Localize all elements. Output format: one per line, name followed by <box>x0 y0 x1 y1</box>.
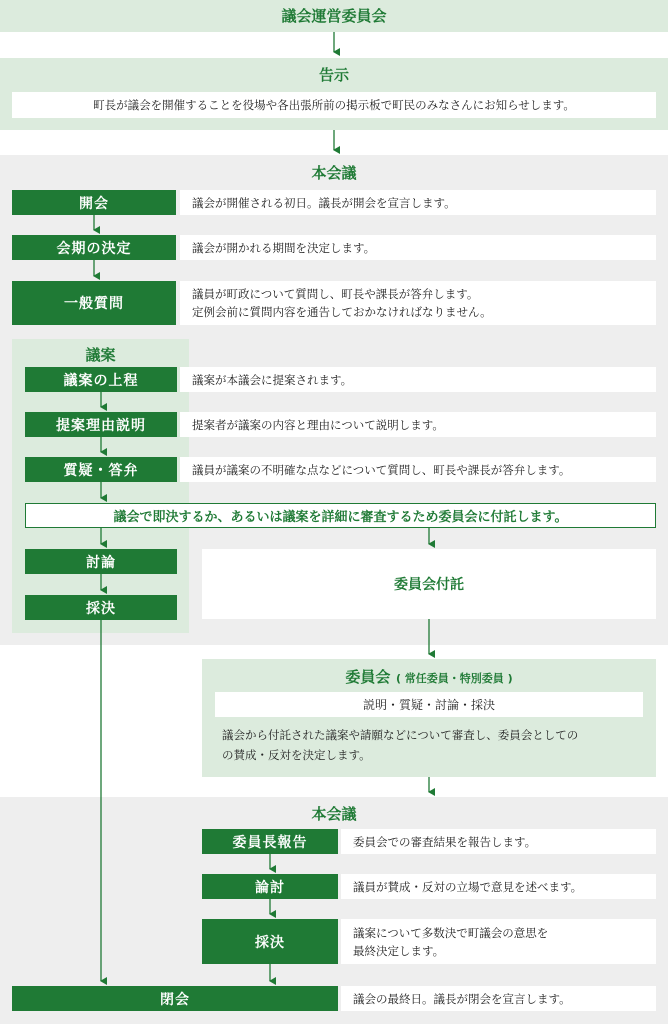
step-bill-submission: 議案の上程 <box>25 367 177 392</box>
final-vote-desc-line2: 最終決定します。 <box>353 943 445 958</box>
final-vote-desc-line1: 議案について多数決で町議会の意思を <box>353 925 549 940</box>
bill-title: 議案 <box>85 346 116 364</box>
step-discussion-desc: 議員が賛成・反対の立場で意見を述べます。 <box>341 874 656 899</box>
committee-desc-line2: の賛成・反対を決定します。 <box>222 748 371 762</box>
step-bill-submission-desc: 議案が本議会に提案されます。 <box>180 367 656 392</box>
committee-subtitle: ( 常任委員・特別委員 ) <box>395 672 513 685</box>
plenary1-title: 本会議 <box>311 164 357 182</box>
step-session-decision: 会期の決定 <box>12 235 176 260</box>
step-final-vote: 採決 <box>202 919 338 964</box>
step-reason-explanation-desc: 提案者が議案の内容と理由について説明します。 <box>180 412 656 437</box>
step-opening-desc: 議会が開催される初日。議長が開会を宣言します。 <box>180 190 656 215</box>
step-debate: 討論 <box>25 549 177 574</box>
decision-box: 議会で即決するか、あるいは議案を詳細に審査するため委員会に付託します。 <box>25 503 656 528</box>
step-opening: 開会 <box>12 190 176 215</box>
gq-desc-line1: 議員が町政について質問し、町長や課長が答弁します。 <box>192 287 479 301</box>
step-session-decision-desc: 議会が開かれる期間を決定します。 <box>180 235 656 260</box>
committee-desc-line1: 議会から付託された議案や請願などについて審査し、委員会としての <box>222 728 579 742</box>
notice-text: 町長が議会を開催することを役場や各出張所前の掲示板で町民のみなさんにお知らせします。 <box>12 92 656 118</box>
gq-desc-line2: 定例会前に質問内容を通告しておかなければなりません。 <box>192 305 492 319</box>
step-vote: 採決 <box>25 595 177 620</box>
step-chair-report-desc: 委員会での審査結果を報告します。 <box>341 829 656 854</box>
step-qa-desc: 議員が議案の不明確な点などについて質問し、町長や課長が答弁します。 <box>180 457 656 482</box>
notice-title: 告示 <box>318 66 349 84</box>
plenary2-title: 本会議 <box>311 805 357 823</box>
top-title: 議会運営委員会 <box>281 7 387 25</box>
step-general-question: 一般質問 <box>12 281 176 325</box>
step-discussion: 論討 <box>202 874 338 899</box>
referral-label: 委員会付託 <box>394 577 464 593</box>
committee-flow: 説明・質疑・討論・採決 <box>215 692 643 717</box>
step-closing: 閉会 <box>12 986 338 1011</box>
step-closing-desc: 議会の最終日。議長が閉会を宣言します。 <box>341 986 656 1011</box>
step-qa: 質疑・答弁 <box>25 457 177 482</box>
committee-title: 委員会 <box>345 668 391 686</box>
step-chair-report: 委員長報告 <box>202 829 338 854</box>
step-reason-explanation: 提案理由説明 <box>25 412 177 437</box>
